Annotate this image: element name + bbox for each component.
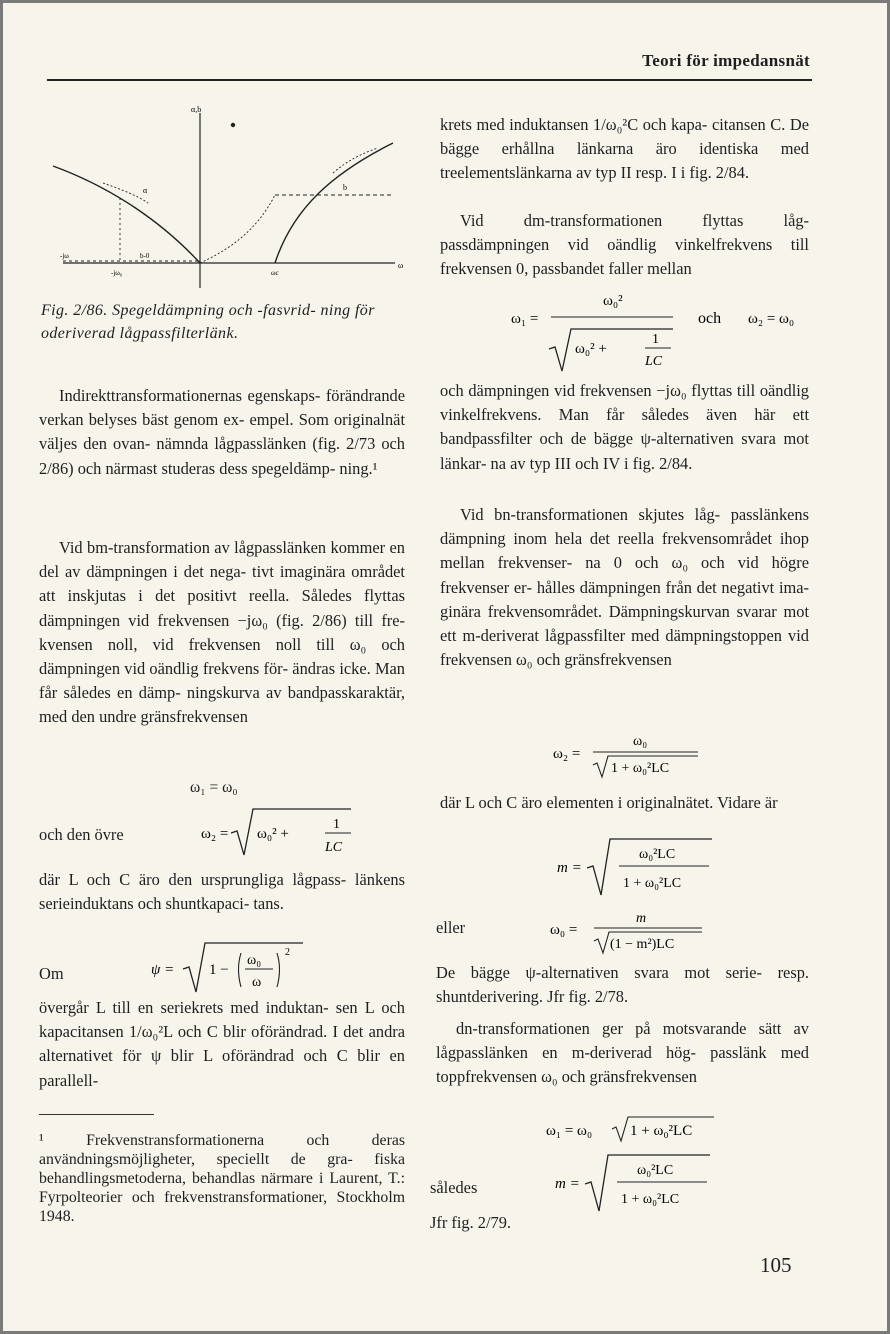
attenuation-curve-positive xyxy=(275,143,393,263)
right-para-6 xyxy=(436,961,809,1009)
omega-c-label: ωc xyxy=(271,269,279,277)
alpha-label: α xyxy=(143,186,148,195)
eq-lhs: m = xyxy=(555,1176,580,1192)
paragraph: där L och C äro elementen i originalnätet. Vidare är xyxy=(440,793,778,812)
jfr-label: Jfr fig. 2/79. xyxy=(430,1213,512,1232)
paragraph: Vid bn‐transformationen skjutes låg‐ passlänkens dämpning inom hela det reella frekvensområdet ihop mellan frekvenser‐ na 0 och ω₀ och vid högre frekvenser er‐ hålles dämpningen från det negativt ima‐ ginära frekvensområdet. Dämpningskurvan svarar mot ett m‐deriverat lågpassfilter med dämpningstoppen vid frekvensen ω₀ och gränsfrekvensen xyxy=(440,505,809,670)
equation-omega2 xyxy=(201,805,371,861)
right-para-7 xyxy=(436,1017,809,1090)
header-rule xyxy=(47,79,812,81)
paragraph: Vid dm‐transformationen flyttas låg‐ passdämpningen vid oändlig vinkelfrekvens till frekvensen 0, passbandet faller mellan xyxy=(440,211,809,279)
eq-lhs: m = xyxy=(557,860,582,876)
eq-radicand: ω₀² + xyxy=(257,826,289,842)
left-paren xyxy=(239,953,242,987)
footnote-rule xyxy=(39,1114,154,1115)
eq-numerator: ω₀ xyxy=(633,734,648,749)
equation-dm-passband xyxy=(511,285,851,373)
eq-lhs: ω₂ = xyxy=(553,746,581,762)
eq-lhs: ω₀ = xyxy=(550,922,578,938)
eq-numerator: ω₀²LC xyxy=(639,847,676,862)
saledes-label: således xyxy=(430,1178,478,1197)
och-word: och xyxy=(698,310,722,327)
upper-label: och den övre xyxy=(39,825,124,844)
paragraph: Indirekttransformationernas egenskaps‐ förändrande verkan belyses bäst genom ex‐ empel. Som originalnät väljes den ovan‐ nämnda lågpasslänken (fig. 2/73 och 2/86) och närmast studeras dess spegeldämp‐ ning.¹ xyxy=(39,386,405,478)
eq-denominator: LC xyxy=(325,840,343,855)
eq-radicand: ω₀² + xyxy=(575,341,607,357)
equation-omega1-dn xyxy=(546,1113,726,1147)
eq-numerator: 1 xyxy=(333,817,340,832)
b-label: b xyxy=(343,183,347,192)
eq-numerator: ω₀²LC xyxy=(637,1163,674,1178)
eq-numerator: m xyxy=(636,911,647,926)
eq-one-minus: 1 − xyxy=(209,962,229,978)
eq-denominator: 1 + ω₀²LC xyxy=(621,1192,680,1207)
equation-m xyxy=(557,835,727,899)
eq-exponent: 2 xyxy=(285,947,290,958)
x-axis-label: ω xyxy=(398,261,404,270)
eq-lhs: ω₁ = ω₀ xyxy=(546,1123,593,1139)
paragraph: dn‐transformationen ger på motsvarande sätt av lågpasslänken en m‐deriverad hög‐ passlänk med toppfrekvensen ω₀ och gränsfrekvensen xyxy=(436,1019,809,1087)
eq-denominator: 1 + ω₀²LC xyxy=(611,761,670,776)
eq-rhs: ω₂ = ω₀ xyxy=(748,311,795,327)
dot-mark xyxy=(231,123,235,127)
equation-m-dn xyxy=(555,1151,725,1215)
right-para-1 xyxy=(440,113,809,186)
page-number: 105 xyxy=(760,1253,792,1277)
left-para-2 xyxy=(39,536,405,730)
equation-omega0 xyxy=(550,900,720,956)
right-para-2 xyxy=(440,209,809,282)
neg-phase-curve xyxy=(103,183,148,203)
paragraph: krets med induktansen 1/ω₀²C och kapa‐ citansen C. De bägge erhållna länkarna äro identiska med treelementslänkarna av typ II resp. I i fig. 2/84. xyxy=(440,115,809,183)
left-para-3 xyxy=(39,868,405,916)
paragraph: övergår L till en seriekrets med induktan‐ sen L och kapacitansen 1/ω₀²L och C blir oförändrad. I det andra alternativet för ψ blir L oförändrad och C blir en parallell‐ xyxy=(39,998,405,1090)
paragraph: där L och C äro den ursprungliga lågpass‐ länkens serieinduktans och shuntkapaci‐ tans. xyxy=(39,870,405,914)
eq-radicand: 1 + ω₀²LC xyxy=(630,1123,693,1139)
paragraph: De bägge ψ‐alternativen svara mot serie‐ resp. shuntderivering. Jfr fig. 2/78. xyxy=(436,963,809,1007)
eq-denominator: ω xyxy=(252,975,262,990)
right-para-5 xyxy=(440,791,809,815)
right-paren xyxy=(277,953,280,987)
paragraph: och dämpningen vid frekvensen −jω₀ flyttas till oändlig vinkelfrekvens. Man får således även här ett bandpassfilter och de bägge ψ‐alternativen svara mot länkar‐ na av typ III och IV i fig. 2/84. xyxy=(440,381,809,473)
pos-phase-curve xyxy=(333,148,378,173)
y-axis-label: α,b xyxy=(191,105,202,114)
right-para-3 xyxy=(440,379,809,476)
neg-omega0-label: -jω₀ xyxy=(111,269,123,277)
inner-denominator: LC xyxy=(645,354,663,369)
equation-omega1: ω₁ = ω₀ xyxy=(190,779,238,796)
equation-psi xyxy=(151,937,321,997)
eq-denominator: 1 + ω₀²LC xyxy=(623,876,682,891)
neg-omega-label: -jω xyxy=(60,252,69,260)
left-para-4 xyxy=(39,996,405,1093)
eq-numerator: ω₀ xyxy=(247,953,262,968)
paragraph: Vid bm‐transformation av lågpasslänken kommer en del av dämpningen i det nega‐ tivt imaginära området att inskjutas i det positivt reella. Således flyttas dämpningen vid frekvensen −jω₀ (fig. 2/86) till fre‐ kvensen noll, vid frekvensen noll till ω₀ och dämpningen vid oändlig frekvens för‐ ändras icke. Man får således en dämp‐ ningskurva av bandpasskaraktär, med den undre gränsfrekvensen xyxy=(39,538,405,727)
figure-2-86 xyxy=(43,98,413,293)
eq-lhs: ψ = xyxy=(151,962,175,978)
eller-label: eller xyxy=(436,918,466,937)
right-para-4 xyxy=(440,503,809,672)
book-page xyxy=(3,3,887,1331)
phase-curve xyxy=(200,195,275,263)
eq-lhs: ω₂ = xyxy=(201,826,229,842)
om-label: Om xyxy=(39,964,64,983)
attenuation-curve-negative xyxy=(53,166,200,263)
b-zero-label: b-0 xyxy=(140,252,150,260)
eq-numerator: ω₀² xyxy=(603,293,623,309)
equation-omega2-bn xyxy=(553,725,723,781)
figure-caption: Fig. 2/86. Spegeldämpning och ‐fasvrid‐ ning för oderiverad lågpassfilterlänk. xyxy=(41,302,375,342)
eq-denominator: (1 − m²)LC xyxy=(610,937,675,952)
inner-numerator: 1 xyxy=(652,332,659,347)
running-header: Teori för impedansnät xyxy=(642,51,810,70)
left-para-1 xyxy=(39,384,405,481)
eq-lhs: ω₁ = xyxy=(511,311,539,327)
footnote: ¹ Frekvenstransformationerna och deras användningsmöjligheter, speciellt de gra‐ fiska behandlingsmetoderna, behandlas närmare i Laurent, T.: Fyrpolteorier och frekvenstransformationer, Stockholm 1948. xyxy=(39,1132,405,1225)
